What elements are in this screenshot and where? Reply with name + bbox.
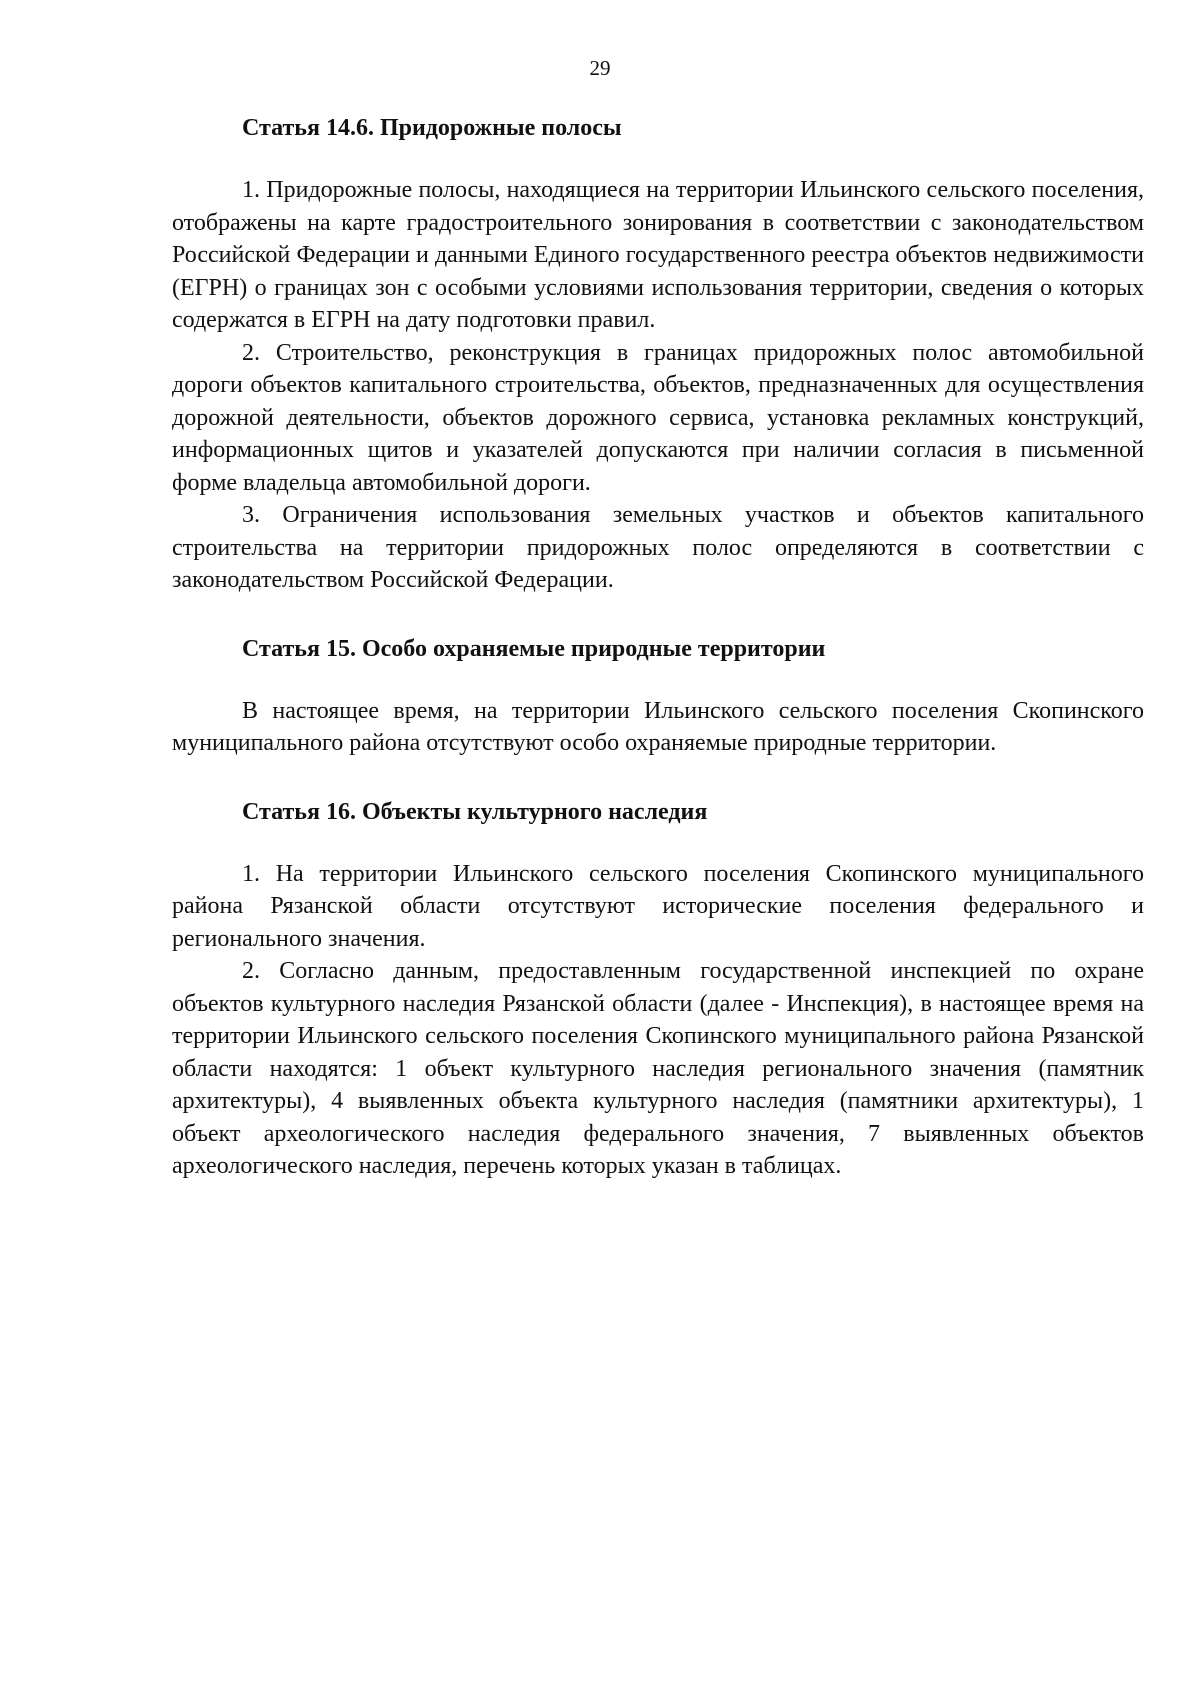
section-heading-14-6: Статья 14.6. Придорожные полосы — [242, 115, 622, 141]
paragraph: 1. На территории Ильинского сельского поселения Скопинского муниципального района Рязанской области отсутствуют исторические поселения федерального и регионального значения. — [172, 860, 1144, 952]
paragraph: 2. Строительство, реконструкция в границах придорожных полос автомобильной дороги объектов капитального строительства, объектов, предназначенных для осуществления дорожной деятельности, объектов дорожного сервиса, установка рекламных конструкций, информационных щитов и указателей допускаются при наличии согласия в письменной форме владельца автомобильной дороги. — [172, 339, 1144, 496]
page-number: 29 — [589, 56, 611, 80]
document-body — [172, 112, 1144, 1183]
section-heading-15: Статья 15. Особо охраняемые природные территории — [242, 635, 826, 662]
paragraph: 2. Согласно данным, предоставленным государственной инспекцией по охране объектов культурного наследия Рязанской области (далее - Инспекция), в настоящее время на территории Ильинского сельского поселения Скопинского муниципального района Рязанской области находятся: 1 объект культурного наследия регионального значения (памятник архитектуры), 4 выявленных объекта культурного наследия (памятники архитектуры), 1 объект археологического наследия федерального значения, 7 выявленных объектов археологического наследия, перечень которых указан в таблицах. — [172, 958, 1144, 1179]
paragraph: В настоящее время, на территории Ильинского сельского поселения Скопинского муниципального района отсутствуют особо охраняемые природные территории. — [172, 697, 1144, 756]
paragraph: 1. Придорожные полосы, находящиеся на территории Ильинского сельского поселения, отображены на карте градостроительного зонирования в соответствии с законодательством Российской Федерации и данными Единого государственного реестра объектов недвижимости (ЕГРН) о границах зон с особыми условиями использования территории, сведения о которых содержатся в ЕГРН на дату подготовки правил. — [172, 177, 1144, 333]
section-heading-16: Статья 16. Объекты культурного наследия — [242, 798, 708, 825]
paragraph: 3. Ограничения использования земельных участков и объектов капитального строительства на территории придорожных полос определяются в соответствии с законодательством Российской Федерации. — [172, 502, 1144, 593]
